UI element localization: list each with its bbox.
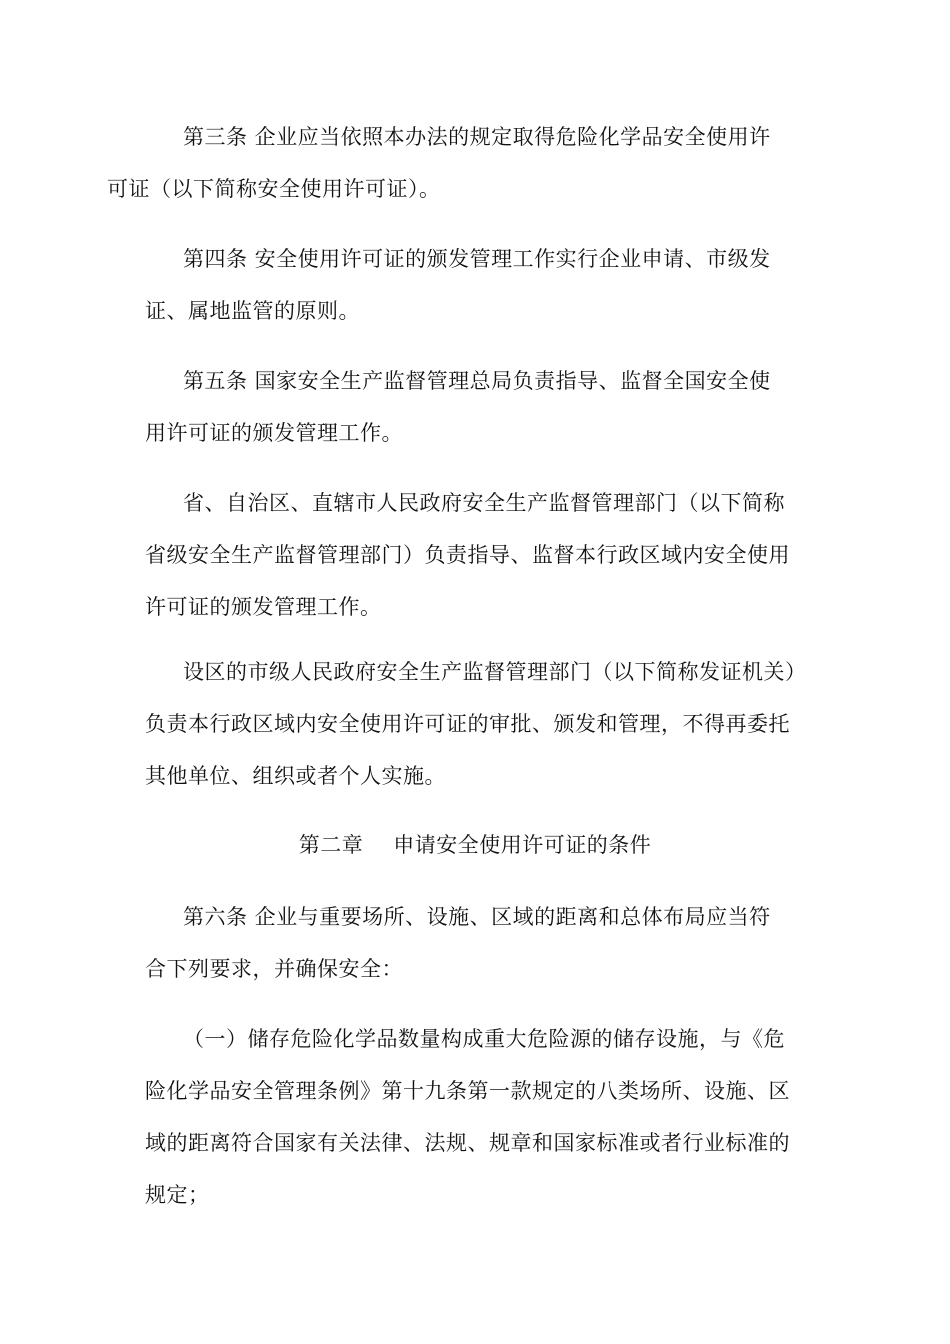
article-5-p2-line-2: 省级安全生产监督管理部门）负责指导、监督本行政区域内安全使用 xyxy=(145,543,790,567)
article-6-line-1: 第六条 企业与重要场所、设施、区域的距离和总体布局应当符 xyxy=(183,905,771,929)
article-5-line-2: 用许可证的颁发管理工作。 xyxy=(145,421,403,445)
article-5 xyxy=(145,355,825,459)
article-6 xyxy=(145,891,825,995)
article-5-line-1: 第五条 国家安全生产监督管理总局负责指导、监督全国安全使 xyxy=(183,369,771,393)
chapter-number: 第二章 xyxy=(298,833,364,857)
article-5-paragraph-2 xyxy=(145,477,825,633)
article-3 xyxy=(107,111,825,215)
article-3-line-1: 第三条 企业应当依照本办法的规定取得危险化学品安全使用许 xyxy=(183,125,771,149)
chapter-2-heading xyxy=(0,819,950,871)
article-5-paragraph-3 xyxy=(145,646,825,802)
article-4-line-1: 第四条 安全使用许可证的颁发管理工作实行企业申请、市级发 xyxy=(183,247,771,271)
article-6-item-1 xyxy=(145,1013,825,1221)
article-5-p2-line-1: 省、自治区、直辖市人民政府安全生产监督管理部门（以下简称 xyxy=(183,491,785,515)
article-6-item-1-line-4: 规定； xyxy=(145,1183,210,1207)
article-5-p3-line-3: 其他单位、组织或者个人实施。 xyxy=(145,764,446,788)
article-5-p3-line-2: 负责本行政区域内安全使用许可证的审批、颁发和管理，不得再委托 xyxy=(145,712,790,736)
article-5-p2-line-3: 许可证的颁发管理工作。 xyxy=(145,595,382,619)
article-6-item-1-line-2: 险化学品安全管理条例》第十九条第一款规定的八类场所、设施、区 xyxy=(145,1079,790,1103)
article-6-item-1-line-1: （一）储存危险化学品数量构成重大危险源的储存设施，与《危 xyxy=(183,1027,785,1051)
article-4 xyxy=(145,233,825,337)
article-6-item-1-line-3: 域的距离符合国家有关法律、法规、规章和国家标准或者行业标准的 xyxy=(145,1131,790,1155)
article-6-line-2: 合下列要求，并确保安全： xyxy=(145,957,403,981)
article-3-line-2: 可证（以下简称安全使用许可证）。 xyxy=(107,177,441,201)
chapter-title: 申请安全使用许可证的条件 xyxy=(393,833,652,857)
article-5-p3-line-1: 设区的市级人民政府安全生产监督管理部门（以下简称发证机关） xyxy=(183,660,807,684)
article-4-line-2: 证、属地监管的原则。 xyxy=(145,299,360,323)
